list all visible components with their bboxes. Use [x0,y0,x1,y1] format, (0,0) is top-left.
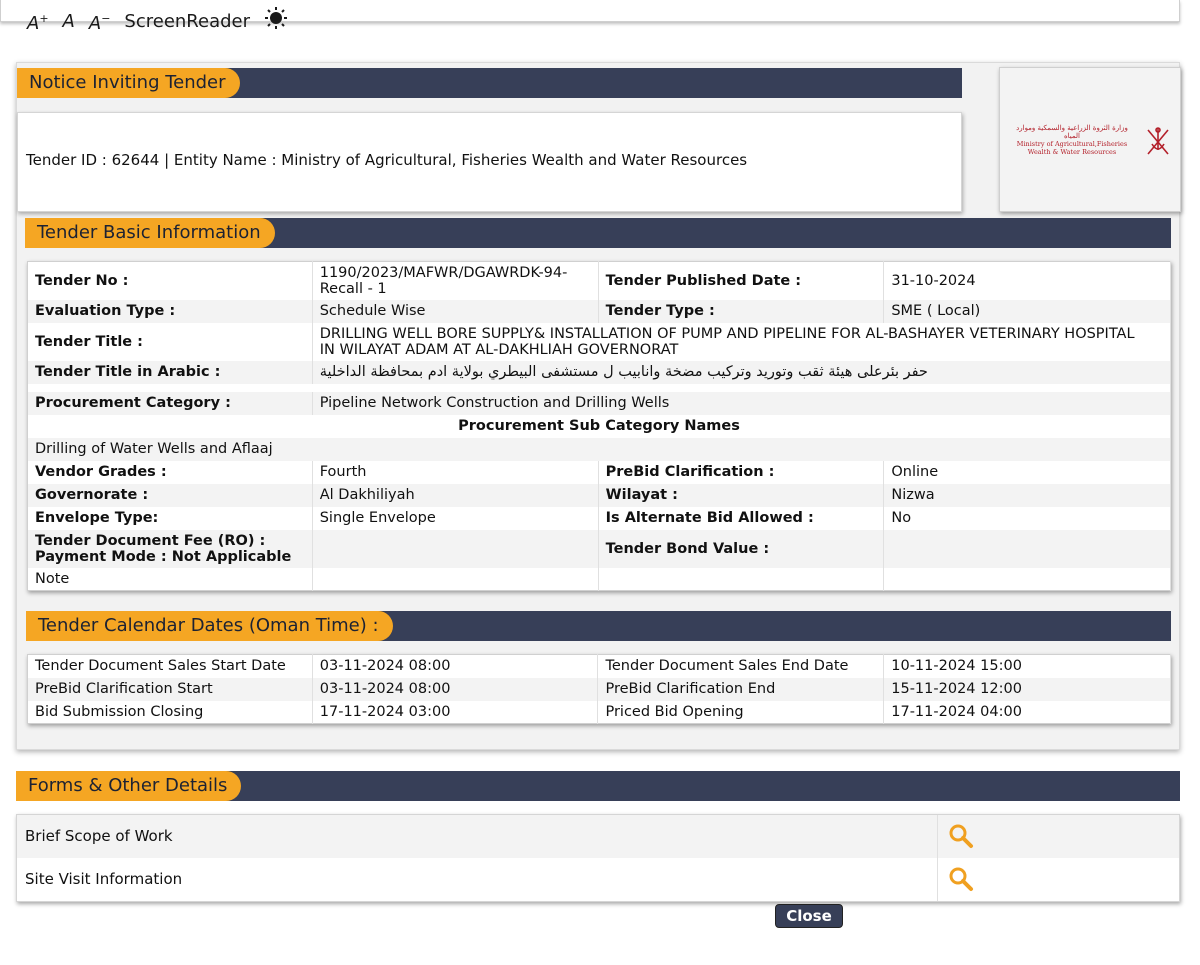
table-row [28,678,1171,701]
calendar-label: Tender Document Sales Start Date [28,655,313,678]
logo-arabic-text: وزارة الثروة الزراعية والسمكية وموارد المياه [1016,124,1128,140]
document-fee-label: Tender Document Fee (RO) : Payment Mode : Not Applicable [28,530,313,568]
tender-no-label: Tender No : [28,262,313,300]
alternate-bid-value: No [884,507,1171,530]
subcategory-header: Procurement Sub Category Names [28,415,1171,438]
table-row [28,655,1171,678]
subcategory-value: Drilling of Water Wells and Aflaaj [28,438,1171,461]
list-item [17,858,1179,901]
envelope-type-value: Single Envelope [312,507,598,530]
calendar-label: PreBid Clarification End [598,678,884,701]
tender-panel [16,62,1180,750]
bond-value [884,530,1171,568]
published-date-value: 31-10-2024 [884,262,1171,300]
tender-title-label: Tender Title : [28,323,313,361]
brief-scope-label: Brief Scope of Work [25,827,173,845]
bond-value-label: Tender Bond Value : [598,530,884,568]
table-row [28,438,1171,461]
table-row [28,415,1171,438]
notice-header [17,68,962,98]
tender-id-line: Tender ID : 62644 | Entity Name : Ministry of Agricultural, Fisheries Wealth and Water Resources [26,151,748,169]
search-icon[interactable] [948,866,974,892]
calendar-value: 03-11-2024 08:00 [312,678,598,701]
arabic-title-value: حفر بئرعلى هيئة ثقب وتوريد وتركيب مضخة وانابيب ل مستشفى البيطري بولاية ادم بمحافظة الداخلية [312,361,1170,384]
table-row [28,701,1171,724]
calendar-value: 10-11-2024 15:00 [884,655,1171,678]
calendar-label: Tender Document Sales End Date [598,655,884,678]
calendar-header [26,611,1171,641]
logo-english-line-1: Ministry of Agricultural,Fisheries [1016,140,1128,148]
calendar-value: 17-11-2024 03:00 [312,701,598,724]
vendor-grades-label: Vendor Grades : [28,461,313,484]
basic-info-title: Tender Basic Information [25,218,275,248]
table-row [28,300,1171,323]
wilayat-label: Wilayat : [598,484,884,507]
increase-font-button[interactable]: A+ [27,12,49,34]
tender-no-value: 1190/2023/MAFWR/DGAWRDK-94- Recall - 1 [312,262,598,300]
ministry-logo [999,67,1181,212]
calendar-title: Tender Calendar Dates (Oman Time) : [26,611,393,641]
table-row [28,568,1171,591]
procurement-category-label: Procurement Category : [28,392,313,415]
alternate-bid-label: Is Alternate Bid Allowed : [598,507,884,530]
table-row [28,530,1171,568]
document-fee-value [312,530,598,568]
table-row [28,361,1171,384]
forms-title: Forms & Other Details [16,771,241,801]
basic-info-table [27,261,1171,591]
evaluation-type-value: Schedule Wise [312,300,598,323]
calendar-label: Bid Submission Closing [28,701,313,724]
forms-list [16,814,1180,902]
site-visit-label: Site Visit Information [25,870,183,888]
tender-type-label: Tender Type : [598,300,884,323]
table-row [28,484,1171,507]
prebid-clarification-value: Online [884,461,1171,484]
list-item [17,815,1179,858]
tender-title-value: DRILLING WELL BORE SUPPLY& INSTALLATION OF PUMP AND PIPELINE FOR AL-BASHAYER VETERINARY HOSPITAL IN WILAYAT ADAM AT AL-DAKHLIAH GOVERNORAT [312,323,1170,361]
search-icon[interactable] [948,823,974,849]
table-row [28,392,1171,415]
calendar-table [27,654,1171,724]
emblem-icon [1142,124,1174,158]
calendar-value: 17-11-2024 04:00 [884,701,1171,724]
tender-type-value: SME ( Local) [884,300,1171,323]
evaluation-type-label: Evaluation Type : [28,300,313,323]
calendar-label: PreBid Clarification Start [28,678,313,701]
tender-id-box [17,112,962,212]
site-visit-view-button[interactable] [937,858,1179,901]
published-date-label: Tender Published Date : [598,262,884,300]
calendar-value: 15-11-2024 12:00 [884,678,1171,701]
table-row [28,262,1171,300]
governorate-value: Al Dakhiliyah [312,484,598,507]
calendar-label: Priced Bid Opening [598,701,884,724]
logo-english-line-2: Wealth & Water Resources [1027,148,1117,156]
decrease-font-button[interactable]: A− [88,12,111,34]
basic-info-header [25,218,1171,248]
table-row [28,323,1171,361]
table-row [28,461,1171,484]
wilayat-value: Nizwa [884,484,1171,507]
arabic-title-label: Tender Title in Arabic : [28,361,313,384]
screen-reader-link[interactable]: ScreenReader [124,10,251,32]
close-button[interactable]: Close [775,904,843,928]
governorate-label: Governorate : [28,484,313,507]
procurement-category-value: Pipeline Network Construction and Drilling Wells [312,392,1170,415]
forms-header [16,771,1180,801]
notice-title: Notice Inviting Tender [17,68,240,98]
prebid-clarification-label: PreBid Clarification : [598,461,884,484]
vendor-grades-value: Fourth [312,461,598,484]
normal-font-button[interactable]: A [62,10,75,32]
table-row [28,507,1171,530]
calendar-value: 03-11-2024 08:00 [312,655,598,678]
brief-scope-view-button[interactable] [937,815,1179,858]
sun-icon[interactable] [264,6,288,37]
envelope-type-label: Envelope Type: [28,507,313,530]
accessibility-bar [0,0,1180,34]
note-label: Note [28,568,313,591]
